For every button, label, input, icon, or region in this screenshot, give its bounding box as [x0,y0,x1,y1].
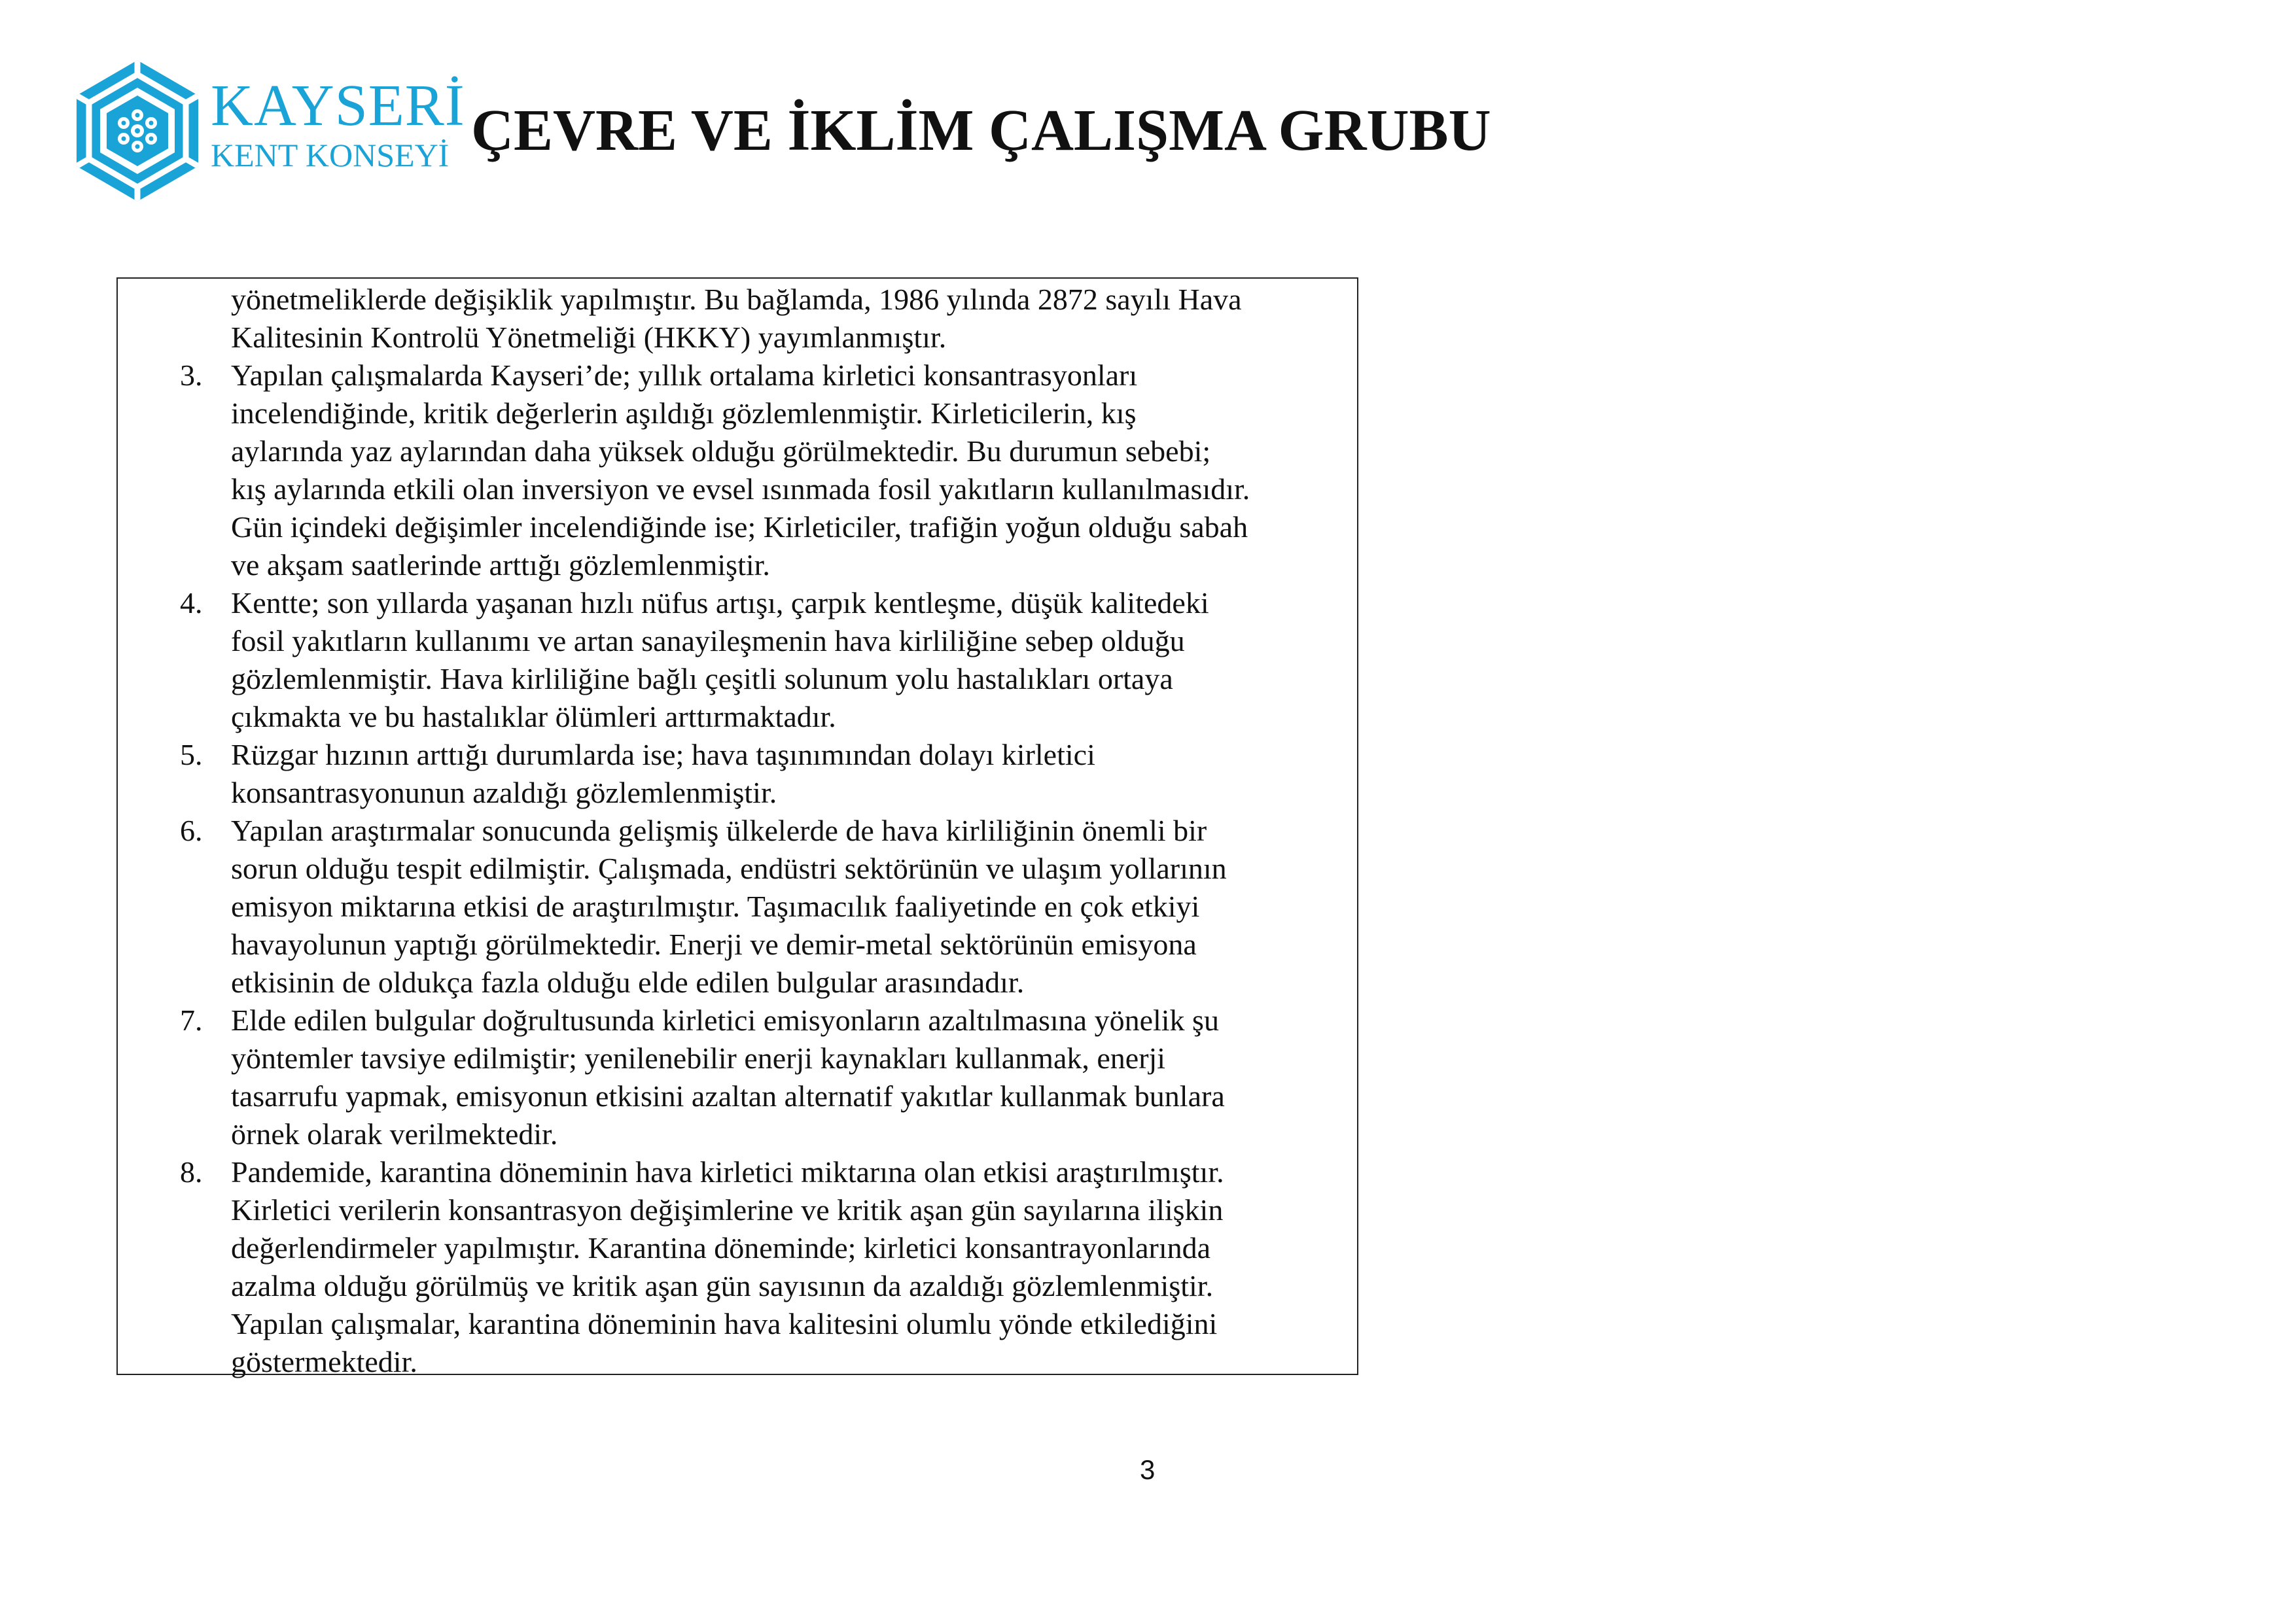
logo-emblem-icon [72,60,203,201]
list-item-line: etkisinin de oldukça fazla olduğu elde edilen bulgular arasındadır. [231,966,1025,999]
list-item-number: 8. [180,1155,203,1189]
list-item-line: konsantrasyonunun azaldığı gözlemlenmiştir. [231,776,777,809]
list-item-number: 7. [180,1003,203,1037]
list-item-line: göstermektedir. [231,1345,417,1378]
numbered-list [118,279,1357,1378]
list-item-line: Kirletici verilerin konsantrasyon değişimlerine ve kritik aşan gün sayılarına ilişkin [231,1193,1224,1227]
list-item-line: azalma olduğu görülmüş ve kritik aşan gün sayısının da azaldığı gözlemlenmiştir. [231,1269,1214,1302]
list-item-line: Elde edilen bulgular doğrultusunda kirletici emisyonların azaltılmasına yönelik şu [231,1003,1219,1037]
list-item-line: Yapılan araştırmalar sonucunda gelişmiş ülkelerde de hava kirliliğinin önemli bir [231,814,1207,847]
list-item-line: Yapılan çalışmalar, karantina döneminin hava kalitesini olumlu yönde etkilediğini [231,1307,1218,1340]
list-item-line: tasarrufu yapmak, emisyonun etkisini azaltan alternatif yakıtlar kullanmak bunlara [231,1079,1225,1113]
list-item-line: emisyon miktarına etkisi de araştırılmıştır. Taşımacılık faaliyetinde en çok etkiyi [231,890,1200,923]
list-item-line: Gün içindeki değişimler incelendiğinde ise; Kirleticiler, trafiğin yoğun olduğu sabah [231,510,1248,544]
list-item-number: 5. [180,738,203,771]
list-item-line: yöntemler tavsiye edilmiştir; yenilenebilir enerji kaynakları kullanmak, enerji [231,1041,1166,1075]
list-item-number: 4. [180,586,203,620]
list-item-line: incelendiğinde, kritik değerlerin aşıldığı gözlemlenmiştir. Kirleticilerin, kış [231,396,1137,430]
list-item-number: 3. [180,358,203,392]
list-item-line: ve akşam saatlerinde arttığı gözlemlenmiştir. [231,548,770,582]
list-item-line: fosil yakıtların kullanımı ve artan sanayileşmenin hava kirliliğine sebep olduğu [231,624,1185,657]
list-item-line: Rüzgar hızının arttığı durumlarda ise; hava taşınımından dolayı kirletici [231,738,1095,771]
list-item-line: kış aylarında etkili olan inversiyon ve evsel ısınmada fosil yakıtların kullanılmasıdır. [231,472,1250,506]
list-item-line: örnek olarak verilmektedir. [231,1117,558,1151]
list-item-line: sorun olduğu tespit edilmiştir. Çalışmada, endüstri sektörünün ve ulaşım yollarının [231,852,1227,885]
list-item-line: Kentte; son yıllarda yaşanan hızlı nüfus artışı, çarpık kentleşme, düşük kalitedeki [231,586,1209,620]
list-item-number: 6. [180,814,203,847]
content-box [116,277,1358,1378]
page-number: 3 [1140,1454,1156,1485]
list-item-line: gözlemlenmiştir. Hava kirliliğine bağlı çeşitli solunum yolu hastalıkları ortaya [231,662,1173,695]
kent-konseyi-logo [72,60,465,204]
list-item-line: Yapılan çalışmalarda Kayseri’de; yıllık ortalama kirletici konsantrasyonları [231,358,1138,392]
logo-subtitle: KENT KONSEYİ [211,137,450,173]
logo-name: KAYSERİ [211,73,465,138]
list-item-line: çıkmakta ve bu hastalıklar ölümleri arttırmaktadır. [231,700,836,733]
page-title: ÇEVRE VE İKLİM ÇALIŞMA GRUBU [471,98,1491,163]
continuation-line: Kalitesinin Kontrolü Yönetmeliği (HKKY) yayımlanmıştır. [231,321,947,354]
list-item-line: Pandemide, karantina döneminin hava kirletici miktarına olan etkisi araştırılmıştır. [231,1155,1224,1189]
continuation-line: yönetmeliklerde değişiklik yapılmıştır. Bu bağlamda, 1986 yılında 2872 sayılı Hava [231,283,1242,316]
list-item-line: aylarında yaz aylarından daha yüksek olduğu görülmektedir. Bu durumun sebebi; [231,434,1211,468]
list-item-line: havayolunun yaptığı görülmektedir. Enerji ve demir-metal sektörünün emisyona [231,928,1197,961]
list-item-line: değerlendirmeler yapılmıştır. Karantina döneminde; kirletici konsantrayonlarında [231,1231,1211,1265]
